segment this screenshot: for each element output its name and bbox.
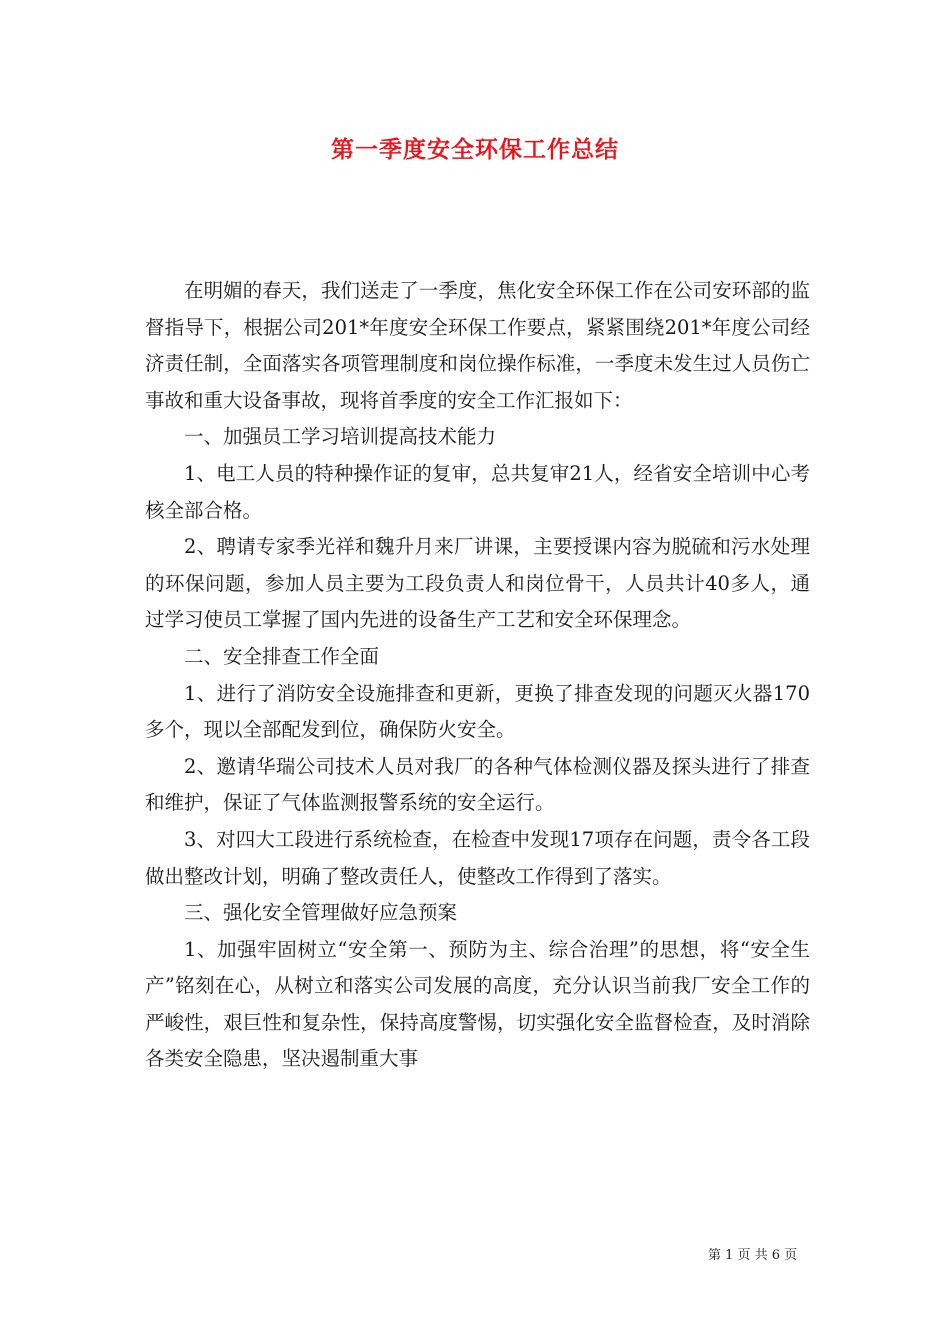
paragraph-3-1: 1、加强牢固树立“安全第一、预防为主、综合治理”的思想，将“安全生产”铭刻在心，从树立和落实公司发展的高度，充分认识当前我厂安全工作的严峻性，艰巨性和复杂性，保持高度警惕，切实强化安全监督检查，及时消除各类安全隐患，坚决遏制重大事 [145, 937, 810, 1071]
section-heading-3: 三、强化安全管理做好应急预案 [184, 901, 458, 925]
page-number-footer: 第 1 页 共 6 页 [708, 1248, 798, 1263]
paragraph-2-3: 3、对四大工段进行系统检查，在检查中发现17项存在问题，责令各工段做出整改计划，明确了整改责任人，使整改工作得到了落实。 [145, 827, 810, 888]
document-body [145, 273, 810, 1078]
paragraph-2-2: 2、邀请华瑞公司技术人员对我厂的各种气体检测仪器及探头进行了排查和维护，保证了气体监测报警系统的安全运行。 [145, 754, 810, 815]
paragraph-1-1: 1、电工人员的特种操作证的复审，总共复审21人，经省安全培训中心考核全部合格。 [145, 461, 810, 522]
section-heading-2: 二、安全排查工作全面 [184, 644, 380, 668]
document-title: 第一季度安全环保工作总结 [331, 136, 619, 163]
section-heading-1: 一、加强员工学习培训提高技术能力 [184, 425, 497, 449]
paragraph-2-1: 1、进行了消防安全设施排查和更新，更换了排查发现的问题灭火器170多个，现以全部配发到位，确保防火安全。 [145, 681, 810, 742]
paragraph-1-2: 2、聘请专家季光祥和魏升月来厂讲课，主要授课内容为脱硫和污水处理的环保问题，参加人员主要为工段负责人和岗位骨干，人员共计40多人，通过学习使员工掌握了国内先进的设备生产工艺和安全环保理念。 [145, 535, 810, 632]
paragraph-intro: 在明媚的春天，我们送走了一季度，焦化安全环保工作在公司安环部的监督指导下，根据公司201*年度安全环保工作要点，紧紧围绕201*年度公司经济责任制，全面落实各项管理制度和岗位操作标准，一季度未发生过人员伤亡事故和重大设备事故，现将首季度的安全工作汇报如下： [145, 279, 810, 412]
